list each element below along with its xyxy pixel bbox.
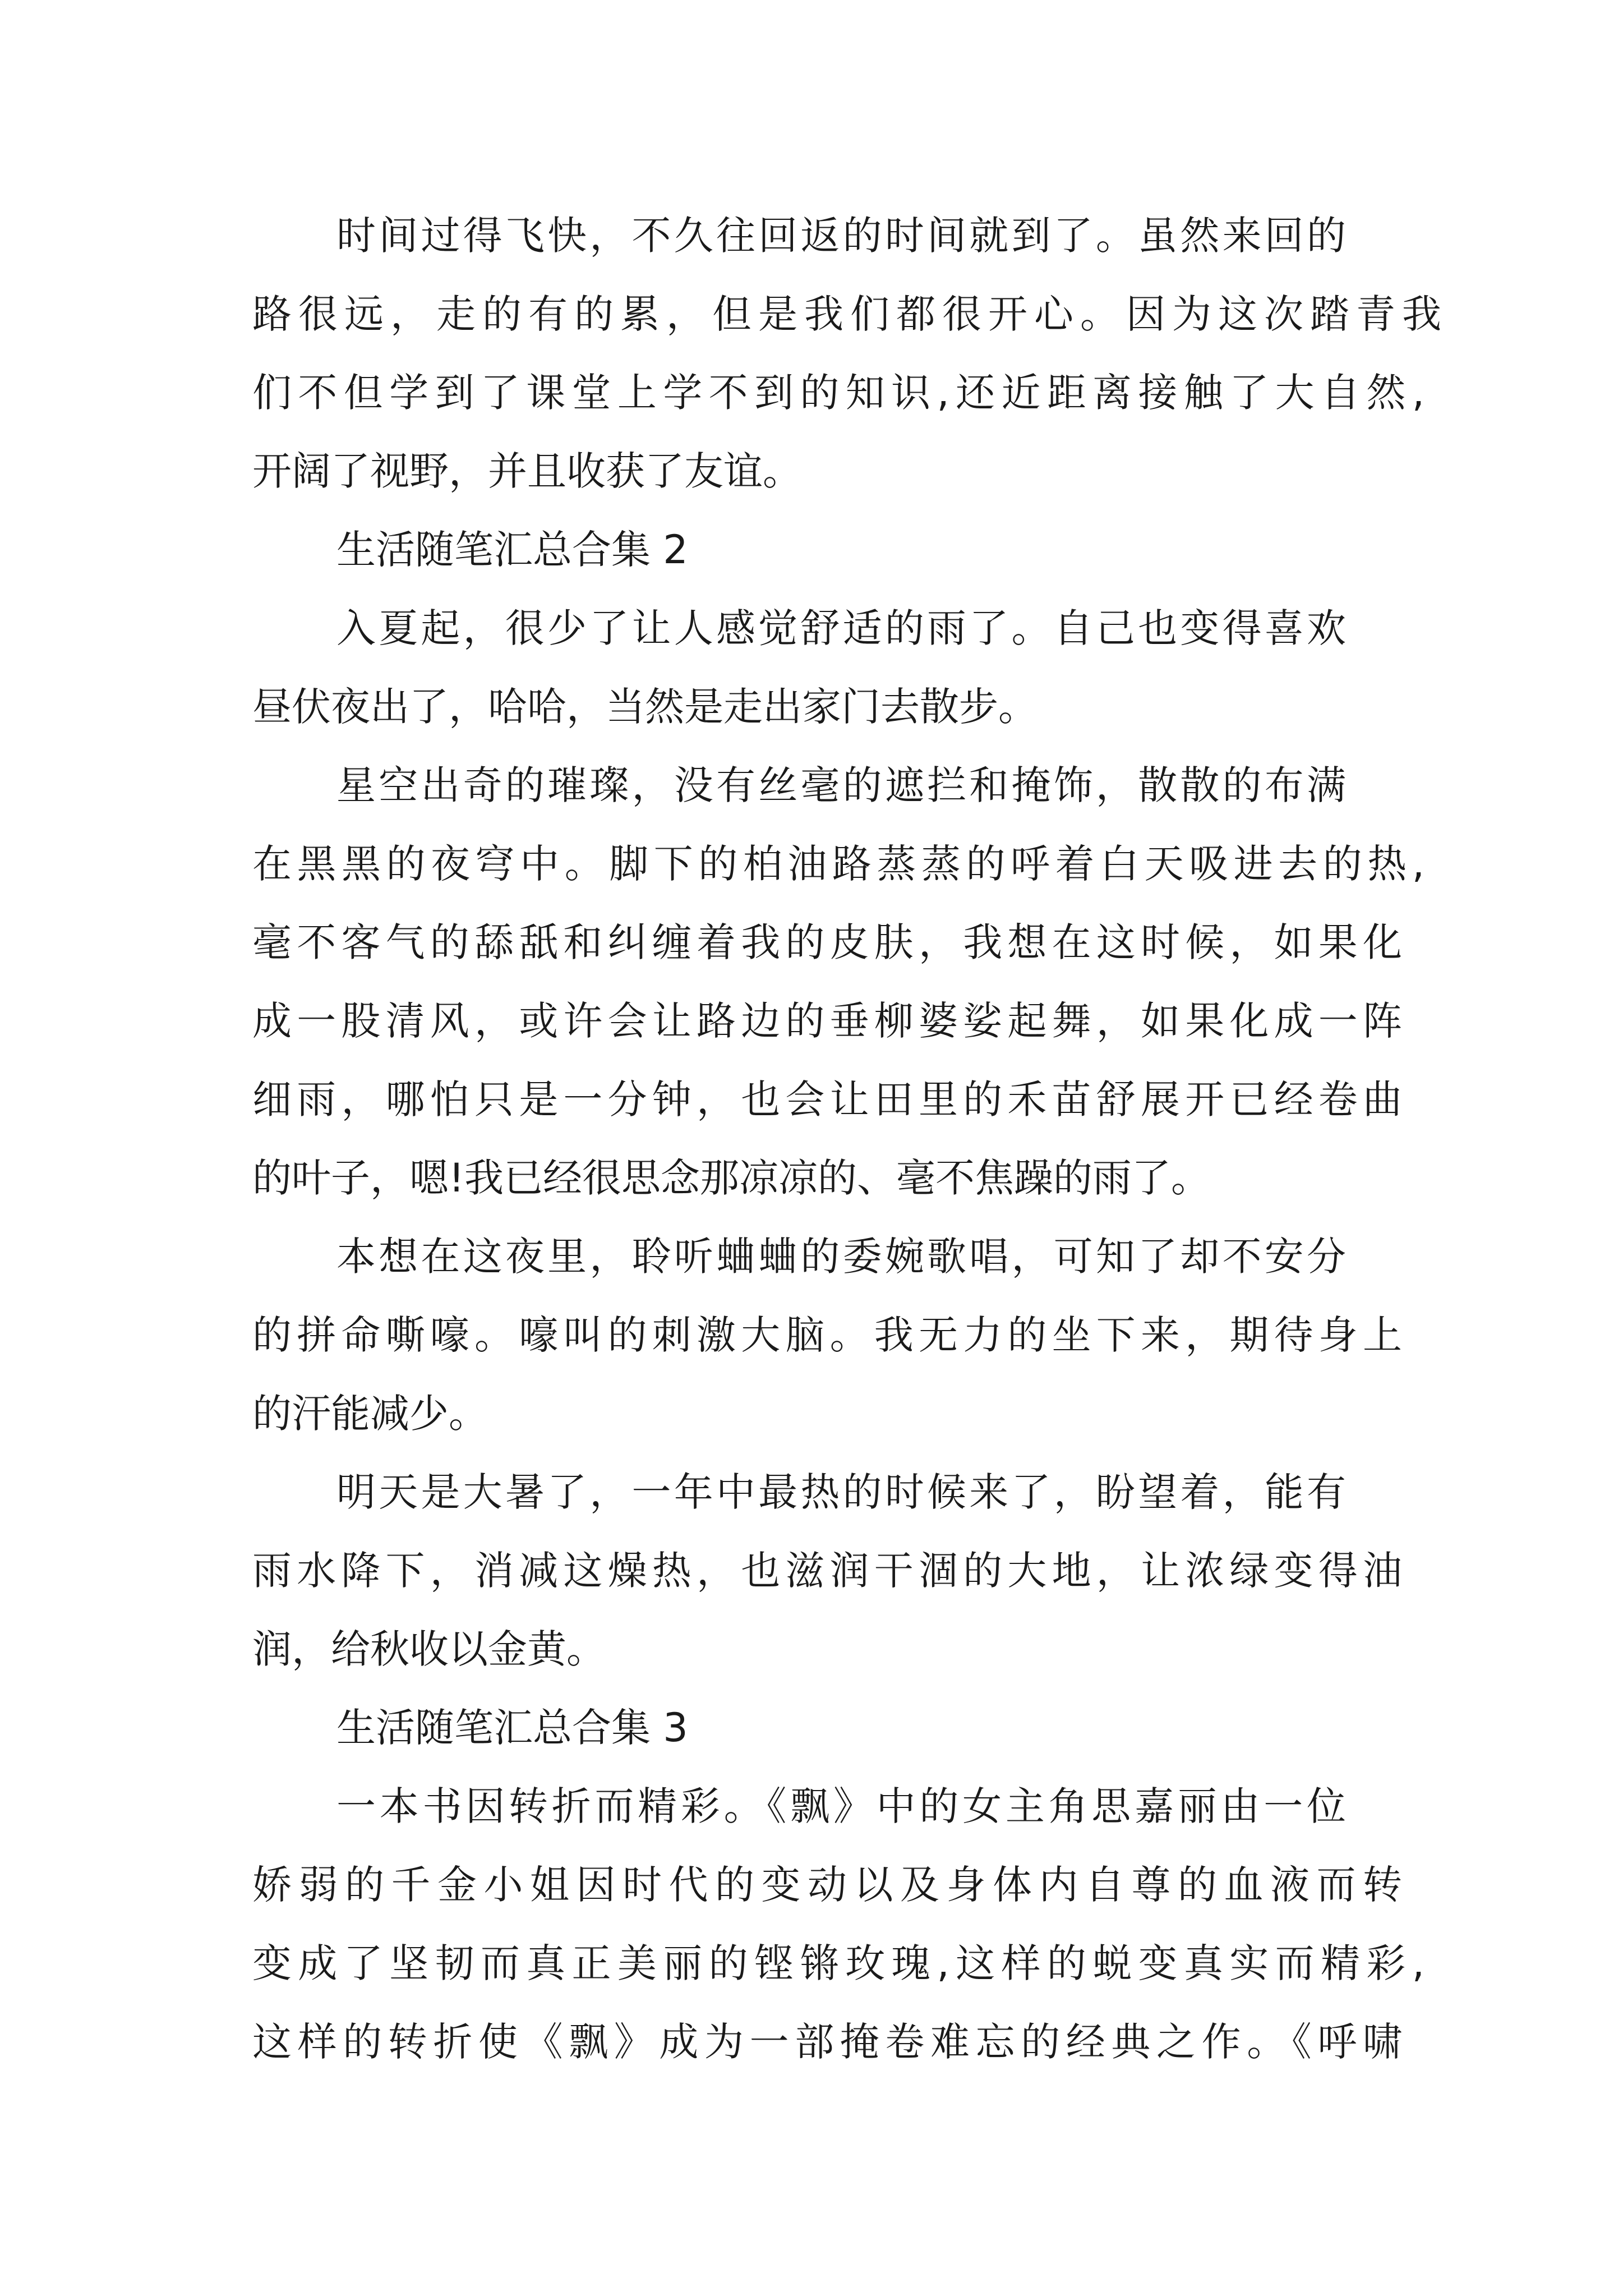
text-line: 入夏起，很少了让人感觉舒适的雨了。自己也变得喜欢	[336, 605, 1346, 651]
text-line: 毫不客气的舔舐和纠缠着我的皮肤，我想在这时候，如果化	[252, 919, 1402, 965]
text-line: 一本书因转折而精彩。《飘》中的女主角思嘉丽由一位	[336, 1783, 1346, 1829]
text-line: 成一股清风，或许会让路边的垂柳婆娑起舞，如果化成一阵	[252, 998, 1402, 1044]
text-line: 的汗能减少。	[252, 1391, 488, 1437]
text-line: 雨水降下，消减这燥热，也滋润干涸的大地，让浓绿变得油	[252, 1548, 1402, 1594]
text-line: 细雨，哪怕只是一分钟，也会让田里的禾苗舒展开已经卷曲	[252, 1076, 1402, 1122]
text-line: 开阔了视野，并且收获了友谊。	[252, 448, 802, 494]
text-line: 明天是大暑了，一年中最热的时候来了，盼望着，能有	[336, 1469, 1346, 1515]
text-line: 昼伏夜出了，哈哈，当然是走出家门去散步。	[252, 684, 1038, 730]
text-line: 的叶子，嗯!我已经很思念那凉凉的、毫不焦躁的雨了。	[252, 1155, 1211, 1201]
text-line: 路很远，走的有的累，但是我们都很开心。因为这次踏青我	[252, 291, 1441, 337]
text-line: 时间过得飞快，不久往回返的时间就到了。虽然来回的	[336, 213, 1346, 259]
section-heading: 生活随笔汇总合集 3	[336, 1705, 688, 1751]
text-line: 们不但学到了课堂上学不到的知识,还近距离接触了大自然,	[252, 370, 1424, 416]
text-line: 这样的转折使《飘》成为一部掩卷难忘的经典之作。《呼啸	[252, 2019, 1402, 2065]
text-line: 润，给秋收以金黄。	[252, 1626, 606, 1672]
text-line: 娇弱的千金小姐因时代的变动以及身体内自尊的血液而转	[252, 1862, 1402, 1908]
section-heading: 生活随笔汇总合集 2	[336, 527, 688, 573]
text-line: 星空出奇的璀璨，没有丝毫的遮拦和掩饰，散散的布满	[336, 762, 1346, 808]
text-line: 在黑黑的夜穹中。脚下的柏油路蒸蒸的呼着白天吸进去的热,	[252, 841, 1424, 887]
text-line: 本想在这夜里，聆听蛐蛐的委婉歌唱，可知了却不安分	[336, 1234, 1346, 1280]
text-line: 的拼命嘶嚎。嚎叫的刺激大脑。我无力的坐下来，期待身上	[252, 1312, 1402, 1358]
text-line: 变成了坚韧而真正美丽的铿锵玫瑰,这样的蜕变真实而精彩,	[252, 1940, 1424, 1986]
